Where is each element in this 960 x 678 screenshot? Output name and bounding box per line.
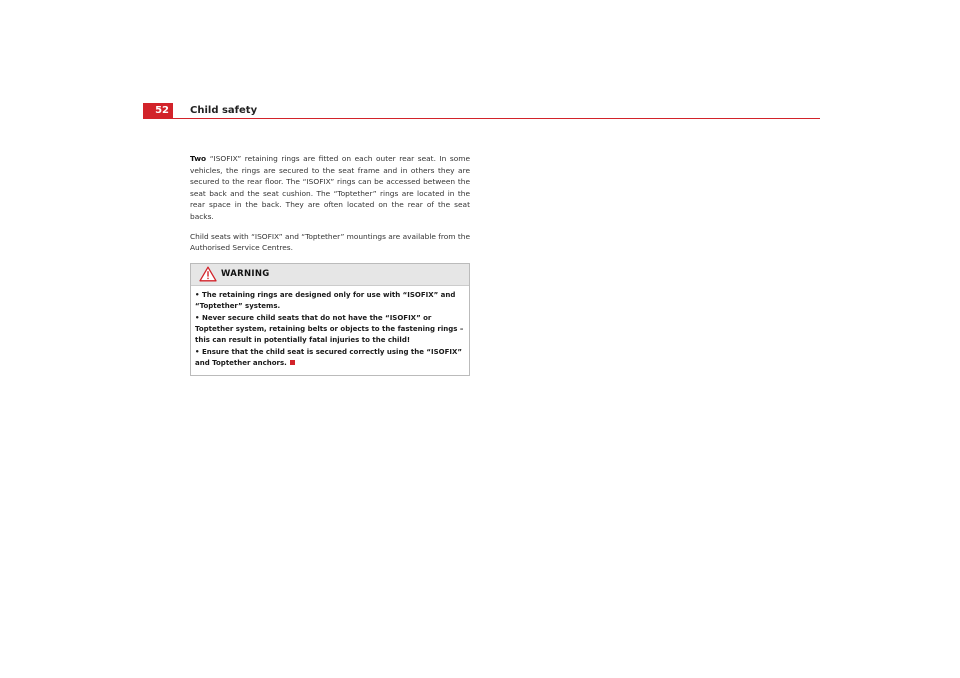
paragraph-text: “ISOFIX” retaining rings are fitted on each outer rear seat. In some vehicles, the rings are secured to the seat frame and in others they are secured to the rear floor. The “ISOFIX” rings can be accessed between the seat back and the seat cushion. The “Toptether” rings are located in the rear space in the back. They are often located on the rear of the seat backs. [190, 154, 470, 221]
page-number: 52 [143, 103, 173, 119]
paragraph-lead: Two [190, 154, 207, 163]
page-content [190, 153, 470, 376]
end-of-section-icon [290, 360, 295, 365]
warning-header [191, 264, 469, 286]
warning-triangle-icon [199, 266, 217, 282]
isofix-rings-paragraph [190, 153, 470, 223]
section-title: Child safety [190, 105, 258, 116]
warning-item [195, 313, 465, 347]
warning-box [190, 263, 470, 376]
bullet-icon: • [195, 313, 200, 322]
bullet-icon: • [195, 347, 200, 356]
warning-item [195, 290, 465, 313]
warning-item [195, 347, 465, 370]
warning-item-text: Ensure that the child seat is secured correctly using the “ISOFIX” and Toptether anchors. [195, 347, 462, 368]
header-divider [173, 118, 820, 119]
warning-title: WARNING [221, 269, 270, 280]
warning-list [191, 286, 469, 375]
warning-item-text: The retaining rings are designed only for use with “ISOFIX” and “Toptether” systems. [195, 290, 456, 311]
availability-paragraph: Child seats with “ISOFIX” and “Toptether” mountings are available from the Authorised Service Centres. [190, 231, 470, 253]
bullet-icon: • [195, 290, 200, 299]
warning-item-text: Never secure child seats that do not have the “ISOFIX” or Toptether system, retaining belts or objects to the fastening rings – this can result in potentially fatal injuries to the child! [195, 313, 464, 345]
